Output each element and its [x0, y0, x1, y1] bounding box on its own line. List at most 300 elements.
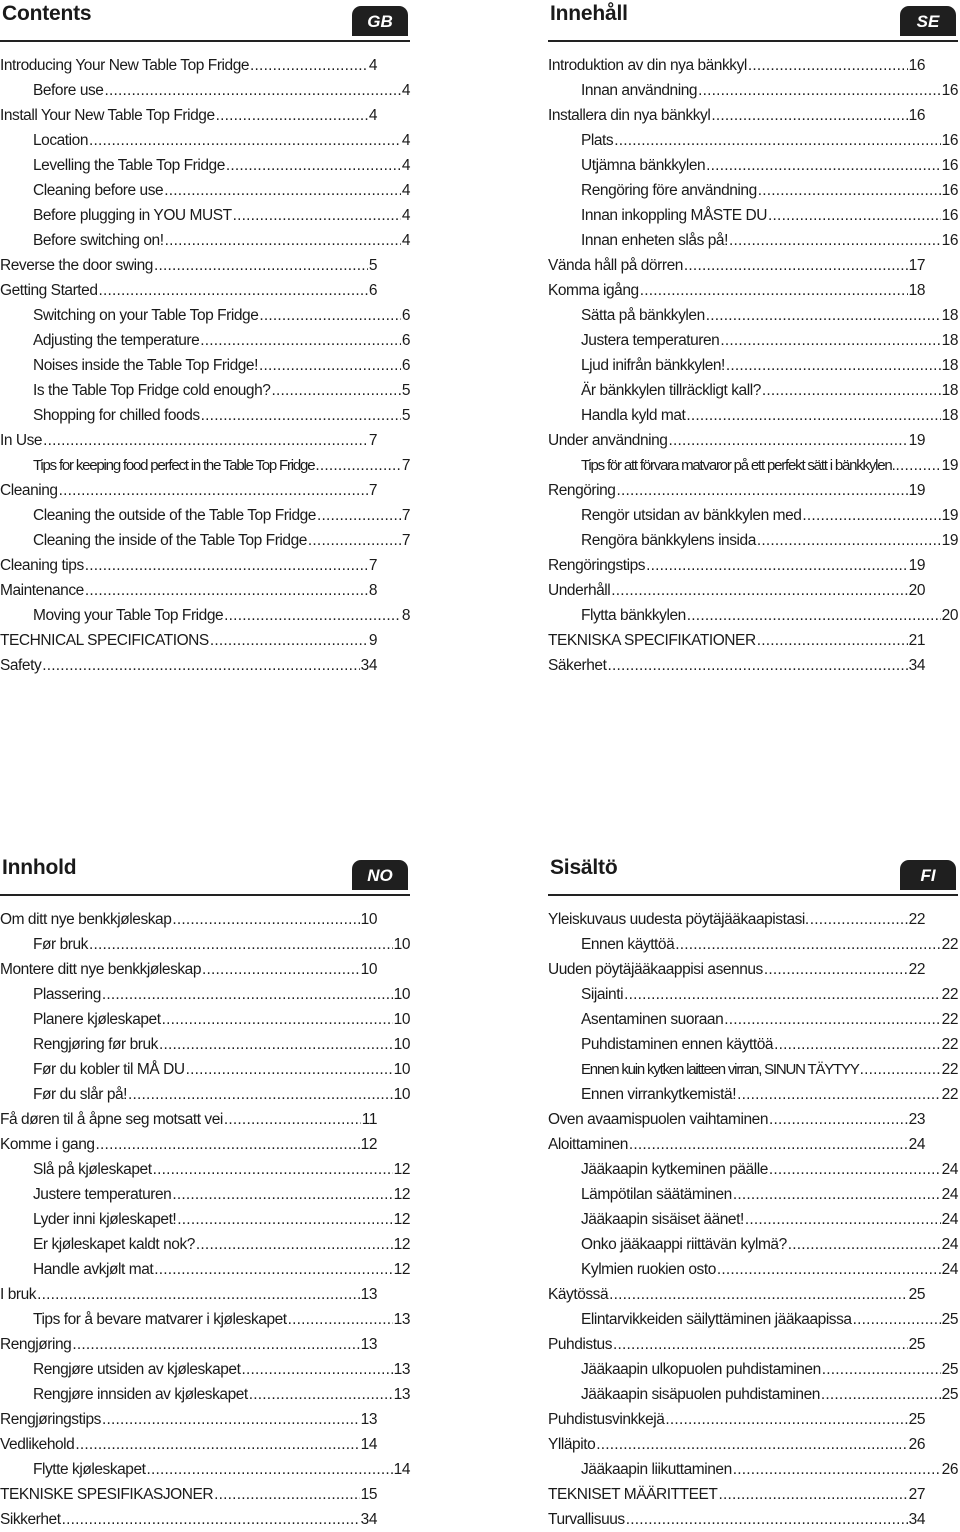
toc-entry-page: 14 [393, 1461, 410, 1478]
toc-entry[interactable] [0, 1482, 377, 1507]
toc-entry[interactable] [0, 428, 377, 453]
toc-entry[interactable] [548, 982, 958, 1007]
toc-entry[interactable] [548, 628, 925, 653]
dot-leader [684, 253, 908, 278]
dot-leader [37, 1282, 360, 1307]
toc-entry[interactable] [548, 1407, 925, 1432]
toc-entry[interactable] [548, 1507, 925, 1532]
toc-entry[interactable] [0, 1432, 377, 1457]
toc-entry-page: 6 [368, 282, 377, 299]
toc-entry[interactable] [0, 1232, 410, 1257]
toc-entry-page: 25 [908, 1286, 925, 1303]
toc-entry-label: Turvallisuus [548, 1511, 625, 1528]
toc-entry-page: 5 [401, 382, 410, 399]
toc-entry[interactable] [0, 1282, 377, 1307]
toc-entry-label: Tips för att förvara matvaror på ett perfekt sätt i bänkkylen. [581, 457, 895, 474]
toc-entry[interactable] [0, 353, 410, 378]
toc-entry[interactable] [548, 153, 958, 178]
toc-entry[interactable] [548, 1332, 925, 1357]
toc-entry-label: Puhdistusvinkkejä [548, 1411, 665, 1428]
toc-entry[interactable] [548, 1357, 958, 1382]
toc-entry[interactable] [0, 982, 410, 1007]
toc-entry[interactable] [0, 328, 410, 353]
toc-entry-label: Vända håll på dörren [548, 257, 683, 274]
toc-entry[interactable] [0, 1207, 410, 1232]
toc-entry-page: 12 [393, 1186, 410, 1203]
toc-entry-label: Om ditt nye benkkjøleskap [0, 911, 172, 928]
toc-entry[interactable] [548, 1457, 958, 1482]
toc-entry[interactable] [548, 528, 958, 553]
toc-entry-page: 18 [941, 382, 958, 399]
toc-entry[interactable] [0, 1007, 410, 1032]
toc-entry[interactable] [548, 1207, 958, 1232]
toc-entry[interactable] [548, 1007, 958, 1032]
toc-entry-page: 7 [401, 507, 410, 524]
toc-entry-page: 14 [360, 1436, 377, 1453]
toc-entry[interactable] [0, 453, 410, 478]
toc-entry[interactable] [548, 653, 925, 678]
toc-entry-label: Onko jääkaappi riittävän kylmä? [581, 1236, 787, 1253]
dot-leader [853, 1307, 941, 1332]
toc-entry-label: Vedlikehold [0, 1436, 75, 1453]
toc-entry-label: Adjusting the temperature [33, 332, 200, 349]
toc-entry-label: Kylmien ruokien osto [581, 1261, 716, 1278]
dot-leader [177, 1207, 392, 1232]
toc-entry-label: Jääkaapin sisäpuolen puhdistaminen [581, 1386, 820, 1403]
toc-entry-page: 25 [941, 1361, 958, 1378]
section-title: Innehåll [550, 2, 628, 25]
toc-entry[interactable] [0, 228, 410, 253]
toc-entry[interactable] [0, 103, 377, 128]
toc-entry[interactable] [548, 907, 925, 932]
toc-entry-page: 34 [360, 1511, 377, 1528]
dot-leader [89, 128, 401, 153]
toc-entry-page: 24 [941, 1236, 958, 1253]
toc-entry[interactable] [0, 253, 377, 278]
dot-leader [596, 1432, 907, 1457]
toc-entry[interactable] [0, 628, 377, 653]
toc-entry[interactable] [0, 553, 377, 578]
toc-entry-page: 17 [908, 257, 925, 274]
dot-leader [162, 1007, 393, 1032]
toc-entry-label: Cleaning the inside of the Table Top Fridge [33, 532, 307, 549]
toc-entry-label: Är bänkkylen tillräckligt kall? [581, 382, 761, 399]
toc-entry-label: Aloittaminen [548, 1136, 628, 1153]
dot-leader [769, 1157, 941, 1182]
toc-entry[interactable] [548, 603, 958, 628]
dot-leader [196, 1232, 393, 1257]
dot-leader [315, 453, 400, 478]
toc-entry-label: Moving your Table Top Fridge [33, 607, 224, 624]
toc-entry-label: TEKNISKE SPESIFIKASJONER [0, 1486, 214, 1503]
dot-leader [762, 378, 941, 403]
toc-entry-label: Justera temperaturen [581, 332, 720, 349]
toc-entry[interactable] [0, 128, 410, 153]
toc-entry[interactable] [0, 1132, 377, 1157]
toc-entry[interactable] [0, 1332, 377, 1357]
toc-entry-label: Uuden pöytäjääkaappisi asennus [548, 961, 763, 978]
dot-leader [745, 1207, 941, 1232]
toc-entry-label: Utjämna bänkkylen [581, 157, 706, 174]
dot-leader [726, 353, 941, 378]
toc-entry[interactable] [0, 1357, 410, 1382]
toc-entry-label: Rengjøre innsiden av kjøleskapet [33, 1386, 248, 1403]
toc-entry-label: Ennen virrankytkemistä! [581, 1086, 737, 1103]
dot-leader [706, 303, 941, 328]
toc-entry[interactable] [548, 78, 958, 103]
toc-entry-page: 22 [941, 936, 958, 953]
toc-entry[interactable] [0, 78, 410, 103]
toc-entry-label: Tips for keeping food perfect in the Table Top Fridge [33, 457, 315, 474]
toc-entry-label: Lyder inni kjøleskapet! [33, 1211, 177, 1228]
dot-leader [717, 1257, 941, 1282]
toc-entry[interactable] [548, 328, 958, 353]
toc-entry[interactable] [0, 603, 410, 628]
toc-entry[interactable] [0, 1082, 410, 1107]
dot-leader [607, 653, 907, 678]
toc-entry[interactable] [0, 1107, 377, 1132]
toc-entry-page: 7 [368, 432, 377, 449]
dot-leader [165, 228, 401, 253]
toc-entry-label: Handle avkjølt mat [33, 1261, 154, 1278]
toc-entry[interactable] [548, 278, 925, 303]
toc-entry-label: Rengjøringstips [0, 1411, 101, 1428]
toc-entry-page: 26 [941, 1461, 958, 1478]
language-tag: SE [900, 6, 956, 36]
toc-entry[interactable] [0, 1032, 410, 1057]
toc-entry-label: TECHNICAL SPECIFICATIONS [0, 632, 209, 649]
dot-leader [774, 1032, 941, 1057]
toc-entry[interactable] [0, 578, 377, 603]
toc-entry-label: Ylläpito [548, 1436, 596, 1453]
toc-entry-page: 12 [393, 1161, 410, 1178]
toc-entry-page: 4 [401, 182, 410, 199]
toc-entry[interactable] [548, 1157, 958, 1182]
toc-entry-page: 11 [361, 1111, 377, 1128]
dot-leader [729, 228, 941, 253]
toc-entry-page: 23 [908, 1111, 925, 1128]
toc-entry[interactable] [0, 1307, 410, 1332]
toc-entry-label: Flytte kjøleskapet [33, 1461, 146, 1478]
toc-entry-label: Handla kyld mat [581, 407, 686, 424]
toc-entry-page: 16 [908, 107, 925, 124]
toc-entry-label: Cleaning the outside of the Table Top Fridge [33, 507, 316, 524]
toc-entry[interactable] [548, 503, 958, 528]
toc-entry[interactable] [548, 1382, 958, 1407]
toc-entry-page: 13 [360, 1411, 377, 1428]
toc-entry[interactable] [548, 1307, 958, 1332]
toc-entry-page: 20 [908, 582, 925, 599]
dot-leader [75, 1432, 359, 1457]
toc-entry-label: Rengör utsidan av bänkkylen med [581, 507, 802, 524]
toc-entry-label: Cleaning tips [0, 557, 84, 574]
toc-entry[interactable] [548, 1057, 958, 1082]
toc-entry-page: 10 [393, 1061, 410, 1078]
toc-entry-label: Puhdistaminen ennen käyttöä [581, 1036, 774, 1053]
dot-leader [42, 653, 359, 678]
dot-leader [259, 353, 401, 378]
toc-entry[interactable] [0, 1157, 410, 1182]
toc-entry[interactable] [548, 1032, 958, 1057]
toc-entry[interactable] [548, 932, 958, 957]
toc-entry[interactable] [548, 1432, 925, 1457]
toc-entry[interactable] [0, 278, 377, 303]
toc-entry-label: Is the Table Top Fridge cold enough? [33, 382, 271, 399]
toc-entry-page: 24 [941, 1161, 958, 1178]
toc-entry[interactable] [0, 1507, 377, 1532]
toc-entry-label: Innan enheten slås på! [581, 232, 728, 249]
language-tag: GB [352, 6, 408, 36]
toc-entry-label: Cleaning before use [33, 182, 164, 199]
dot-leader [154, 253, 368, 278]
toc-entry[interactable] [0, 907, 377, 932]
toc-entry-page: 19 [941, 532, 958, 549]
dot-leader [85, 553, 368, 578]
toc-entry-page: 22 [941, 1061, 958, 1078]
dot-leader [201, 403, 401, 428]
toc-entry-page: 24 [908, 1136, 925, 1153]
toc-entry-label: Yleiskuvaus uudesta pöytäjääkaapistasi. [548, 911, 809, 928]
toc-entry[interactable] [548, 553, 925, 578]
toc-entry-page: 25 [908, 1411, 925, 1428]
toc-entry[interactable] [0, 153, 410, 178]
toc-entry[interactable] [548, 303, 958, 328]
toc-entry[interactable] [548, 453, 958, 478]
section-title: Contents [2, 2, 92, 25]
toc-entry[interactable] [0, 932, 410, 957]
toc-entry[interactable] [548, 957, 925, 982]
toc-entry[interactable] [0, 478, 377, 503]
toc-entry[interactable] [548, 1282, 925, 1307]
toc-entry-page: 10 [393, 1036, 410, 1053]
dot-leader [698, 78, 941, 103]
toc-entry-page: 16 [941, 232, 958, 249]
toc-entry-page: 18 [941, 357, 958, 374]
toc-entry-page: 4 [401, 82, 410, 99]
toc-entry[interactable] [548, 253, 925, 278]
toc-entry[interactable] [548, 378, 958, 403]
toc-entry[interactable] [548, 403, 958, 428]
toc-entry-page: 12 [393, 1236, 410, 1253]
toc-entry-page: 16 [941, 132, 958, 149]
toc-entry-page: 22 [941, 1036, 958, 1053]
toc-entry[interactable] [548, 1182, 958, 1207]
toc-entry[interactable] [548, 1482, 925, 1507]
toc-entry-page: 22 [908, 911, 925, 928]
toc-entry-page: 13 [393, 1311, 410, 1328]
toc-entry-page: 12 [360, 1136, 377, 1153]
toc-entry-page: 7 [401, 457, 410, 474]
toc-entry[interactable] [0, 503, 410, 528]
section-header [0, 854, 410, 896]
toc-entry[interactable] [0, 303, 410, 328]
toc-entry-page: 22 [941, 1086, 958, 1103]
toc-entry-label: Location [33, 132, 89, 149]
dot-leader [686, 403, 940, 428]
dot-leader [665, 1407, 907, 1432]
dot-leader [43, 428, 368, 453]
toc-entry[interactable] [0, 1057, 410, 1082]
toc-entry-label: Justere temperaturen [33, 1186, 172, 1203]
dot-leader [706, 153, 940, 178]
dot-leader [768, 203, 941, 228]
toc-entry-page: 10 [393, 986, 410, 1003]
dot-leader [769, 1107, 908, 1132]
toc-entry-label: Oven avaamispuolen vaihtaminen [548, 1111, 768, 1128]
toc-entry-label: Jääkaapin sisäiset äänet! [581, 1211, 744, 1228]
dot-leader [128, 1082, 393, 1107]
toc-entry[interactable] [0, 1457, 410, 1482]
toc-entry[interactable] [548, 1132, 925, 1157]
toc-entry[interactable] [0, 528, 410, 553]
dot-leader [72, 1332, 359, 1357]
dot-leader [99, 278, 368, 303]
dot-leader [271, 378, 400, 403]
toc-entry-label: Rengöring [548, 482, 616, 499]
toc-entry-label: Flytta bänkkylen [581, 607, 686, 624]
toc-entry[interactable] [548, 353, 958, 378]
dot-leader [802, 503, 940, 528]
toc-entry[interactable] [548, 128, 958, 153]
dot-leader [711, 103, 907, 128]
toc-entry[interactable] [0, 378, 410, 403]
toc-entry[interactable] [548, 203, 958, 228]
toc-entry-label: Rengjøring før bruk [33, 1036, 158, 1053]
toc-entry-page: 5 [368, 257, 377, 274]
section-header [548, 854, 958, 896]
toc-entry[interactable] [548, 1232, 958, 1257]
toc-entry-page: 24 [941, 1211, 958, 1228]
toc-entry[interactable] [548, 1107, 925, 1132]
toc-entry-label: Rengöringstips [548, 557, 646, 574]
toc-entry-page: 8 [368, 582, 377, 599]
toc-entry[interactable] [548, 228, 958, 253]
dot-leader [96, 1132, 360, 1157]
toc-entry-page: 4 [368, 57, 377, 74]
toc-entry-page: 4 [401, 207, 410, 224]
toc-entry-page: 4 [401, 157, 410, 174]
dot-leader [249, 1382, 393, 1407]
toc-entry-label: Safety [0, 657, 42, 674]
toc-entry[interactable] [0, 1182, 410, 1207]
toc-entry-page: 25 [941, 1386, 958, 1403]
toc-entry-page: 4 [401, 232, 410, 249]
toc-entry-label: Plassering [33, 986, 101, 1003]
toc-entry[interactable] [0, 403, 410, 428]
toc-entry-label: Puhdistus [548, 1336, 613, 1353]
dot-leader [104, 78, 400, 103]
toc-entry-page: 10 [393, 1086, 410, 1103]
toc-entry[interactable] [0, 1407, 377, 1432]
dot-leader [172, 907, 359, 932]
toc-entry[interactable] [548, 1257, 958, 1282]
toc-entry-page: 22 [908, 961, 925, 978]
toc-entry-label: Innan användning [581, 82, 698, 99]
toc-entry-label: In Use [0, 432, 43, 449]
toc-entry-page: 13 [360, 1336, 377, 1353]
toc-entry-label: Säkerhet [548, 657, 607, 674]
toc-entry-label: Rengöra bänkkylens insida [581, 532, 756, 549]
toc-entry-page: 16 [941, 182, 958, 199]
toc-entry[interactable] [0, 178, 410, 203]
dot-leader [172, 1182, 392, 1207]
dot-leader [614, 128, 940, 153]
toc-entry[interactable] [0, 203, 410, 228]
toc-entry-page: 15 [360, 1486, 377, 1503]
toc-entry[interactable] [0, 53, 377, 78]
toc-entry[interactable] [0, 1257, 410, 1282]
dot-leader [226, 153, 401, 178]
toc-entry-label: Er kjøleskapet kaldt nok? [33, 1236, 195, 1253]
toc-entry-label: Sikkerhet [0, 1511, 61, 1528]
toc-entry-label: Before plugging in YOU MUST [33, 207, 232, 224]
toc-entry-page: 34 [360, 657, 377, 674]
dot-leader [159, 1032, 393, 1057]
toc-entry[interactable] [548, 578, 925, 603]
toc-entry-page: 18 [941, 332, 958, 349]
toc-entry[interactable] [548, 1082, 958, 1107]
contents-section-se [548, 0, 958, 678]
toc-entry-label: Levelling the Table Top Fridge [33, 157, 225, 174]
toc-entry[interactable] [0, 957, 377, 982]
dot-leader [748, 53, 908, 78]
contents-section-gb [0, 0, 410, 678]
toc-entry-label: Before use [33, 82, 104, 99]
toc-entry-page: 13 [393, 1361, 410, 1378]
dot-leader [675, 932, 940, 957]
dot-leader [687, 603, 941, 628]
toc-entry[interactable] [548, 478, 925, 503]
toc-entry-page: 18 [941, 307, 958, 324]
dot-leader [153, 1157, 393, 1182]
dot-leader [668, 428, 907, 453]
dot-leader [59, 478, 368, 503]
toc-entry[interactable] [548, 103, 925, 128]
toc-entry[interactable] [0, 1382, 410, 1407]
toc-entry[interactable] [548, 53, 925, 78]
dot-leader [200, 328, 401, 353]
toc-entry-label: Jääkaapin kytkeminen päälle [581, 1161, 768, 1178]
toc-entry-page: 4 [368, 107, 377, 124]
toc-list [548, 907, 958, 1532]
toc-entry-label: Planere kjøleskapet [33, 1011, 161, 1028]
toc-entry-label: Rengjøring [0, 1336, 72, 1353]
dot-leader [186, 1057, 393, 1082]
toc-entry-label: Reverse the door swing [0, 257, 153, 274]
dot-leader [233, 203, 401, 228]
toc-entry-page: 34 [908, 657, 925, 674]
toc-entry-page: 6 [401, 332, 410, 349]
toc-entry-label: Plats [581, 132, 614, 149]
section-header [0, 0, 410, 42]
toc-entry-page: 19 [941, 507, 958, 524]
dot-leader [259, 303, 400, 328]
toc-entry[interactable] [548, 428, 925, 453]
toc-entry-label: TEKNISKA SPECIFIKATIONER [548, 632, 756, 649]
toc-entry-page: 13 [393, 1386, 410, 1403]
dot-leader [896, 453, 941, 478]
toc-entry-label: Underhåll [548, 582, 611, 599]
toc-entry-page: 12 [393, 1261, 410, 1278]
toc-entry-label: Ennen käyttöä [581, 936, 675, 953]
toc-entry[interactable] [548, 178, 958, 203]
dot-leader [640, 278, 908, 303]
dot-leader [646, 553, 908, 578]
dot-leader [733, 1182, 941, 1207]
toc-entry-label: I bruk [0, 1286, 37, 1303]
dot-leader [308, 528, 401, 553]
toc-entry[interactable] [0, 653, 377, 678]
